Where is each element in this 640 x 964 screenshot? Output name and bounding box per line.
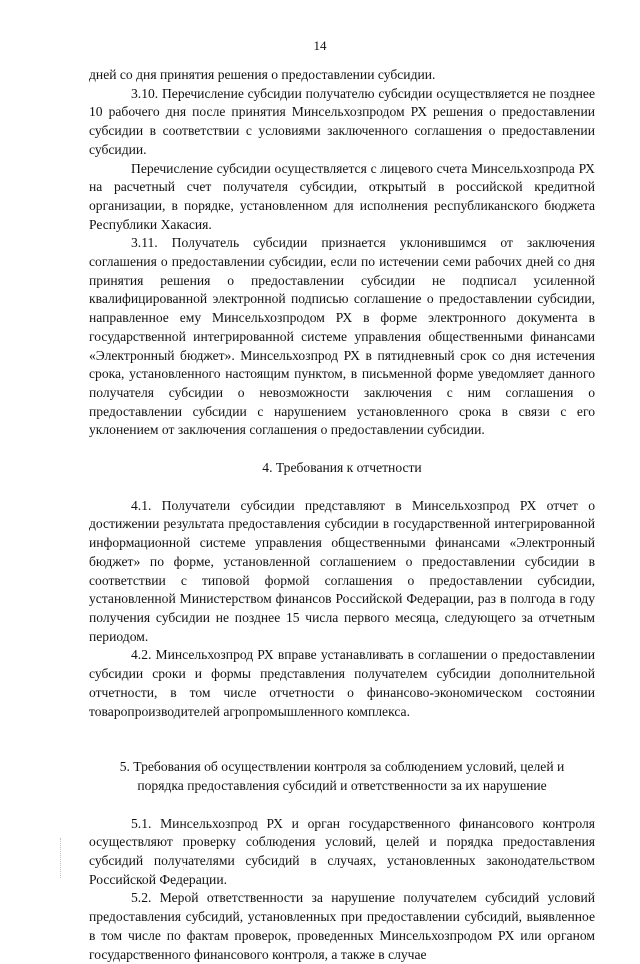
paragraph-4-2: 4.2. Минсельхозпрод РХ вправе устанавливать в соглашении о предоставлении субсидии сроки и формы представления получателем субсидии дополнительной отчетности, в том числе отчетности о финансово-экономическом состоянии товаропроизводителей агропромышленного комплекса. — [89, 647, 595, 719]
section-5-heading-line-2: порядка предоставления субсидий и ответственности за их нарушение — [137, 777, 547, 793]
paragraph-transfer: Перечисление субсидии осуществляется с лицевого счета Минсельхозпрода РХ на расчетный счет получателя субсидии, открытый в российской кредитной организации, в порядке, установленном для исполнения республиканского бюджета Республики Хакасия. — [89, 160, 595, 232]
scan-artifact-mark — [183, 858, 185, 870]
paragraph-3-10: 3.10. Перечисление субсидии получателю субсидии осуществляется не позднее 10 рабочего дня после принятия Минсельхозпродом РХ решения о предоставлении субсидии в соответствии с условиями заключенного соглашения о предоставлении субсидии. — [89, 85, 595, 157]
paragraph-5-2: 5.2. Мерой ответственности за нарушение получателем субсидий условий предоставления субсидий, установленных при предоставлении субсидий, выявленное в том числе по фактам проверок, проведенных Минсельхозпродом РХ или органом государственного финансового контроля, а также в случае — [89, 890, 595, 962]
section-4-heading: 4. Требования к отчетности — [262, 460, 422, 476]
scan-artifact-mark — [60, 838, 62, 878]
document-body — [89, 66, 595, 964]
section-5-heading-line-1: 5. Требования об осуществлении контроля за соблюдением условий, целей и — [119, 759, 565, 775]
page-number: 14 — [313, 38, 327, 53]
paragraph-5-1: 5.1. Минсельхозпрод РХ и орган государственного финансового контроля осуществляют проверку соблюдения условий, целей и порядка предоставления субсидий получателями субсидий в случаях, установленных законодательством Российской Федерации. — [89, 815, 595, 887]
paragraph-continuation: дней со дня принятия решения о предоставлении субсидии. — [89, 67, 436, 82]
paragraph-3-11: 3.11. Получатель субсидии признается уклонившимся от заключения соглашения о предоставлении субсидии, если по истечении семи рабочих дней со дня принятия решения о предоставлении субсидии не подписал усиленной квалифицированной электронной подписью соглашение о предоставлении субсидии, направленное ему Минсельхозпродом РХ в форме электронного документа в государственной интегрированной системе управления общественными финансами «Электронный бюджет». Минсельхозпрод РХ в пятидневный срок со дня истечения срока, установленного настоящим пунктом, в письменной форме уведомляет данного получателя субсидии о невозможности заключения с ним соглашения о предоставлении субсидии с нарушением установленного срока в связи с его уклонением от заключения соглашения о предоставлении субсидии. — [89, 235, 595, 438]
paragraph-4-1: 4.1. Получатели субсидии представляют в Минсельхозпрод РХ отчет о достижении результата предоставления субсидии в государственной интегрированной информационной системе управления общественными финансами «Электронный бюджет» по форме, установленной соглашением о предоставлении субсидии в соответствии с типовой формой соглашения о предоставлении субсидии, установленной Министерством финансов Российской Федерации, раз в полгода в году получения субсидии не позднее 15 числа первого месяца, следующего за отчетным периодом. — [89, 497, 595, 644]
section-5-heading — [89, 758, 595, 795]
